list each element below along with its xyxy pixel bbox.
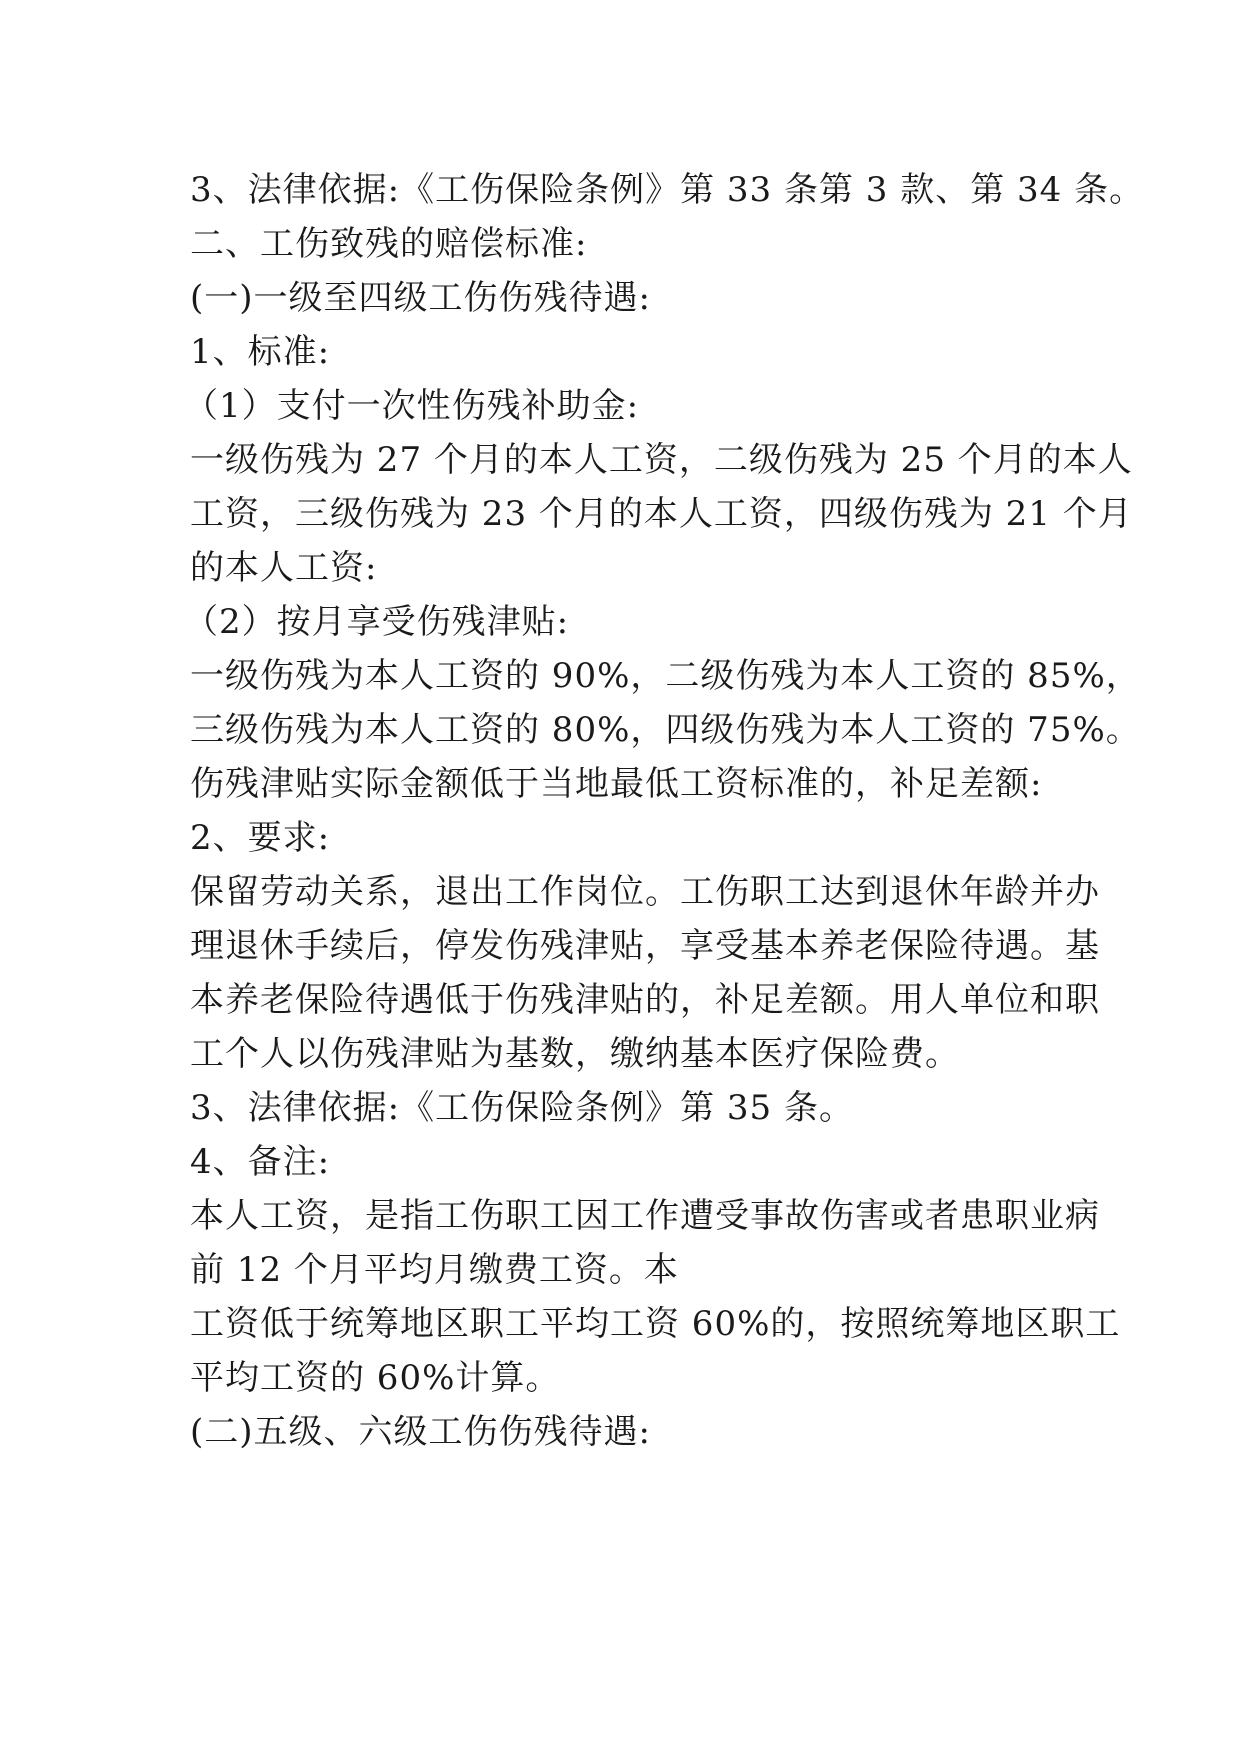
body-line: 伤残津贴实际金额低于当地最低工资标准的，补足差额: bbox=[190, 764, 1043, 804]
item-heading-requirements: 2、要求: bbox=[190, 818, 331, 858]
subsection-heading-level-5-6: (二)五级、六级工伤伤残待遇: bbox=[190, 1412, 651, 1452]
clause-heading-monthly-allowance: （2）按月享受伤残津贴: bbox=[184, 602, 570, 642]
body-line: 本人工资，是指工伤职工因工作遭受事故伤害或者患职业病 bbox=[190, 1196, 1100, 1236]
legal-basis-line-2: 3、法律依据:《工伤保险条例》第 35 条。 bbox=[190, 1088, 854, 1128]
body-line: 前 12 个月平均月缴费工资。本 bbox=[190, 1250, 679, 1290]
body-line: 保留劳动关系，退出工作岗位。工伤职工达到退休年龄并办 bbox=[190, 872, 1100, 912]
legal-basis-line-1: 3、法律依据:《工伤保险条例》第 33 条第 3 款、第 34 条。 bbox=[190, 170, 1145, 210]
item-heading-standard: 1、标准: bbox=[190, 332, 331, 372]
clause-heading-lump-sum: （1）支付一次性伤残补助金: bbox=[184, 386, 640, 426]
body-line: 工资，三级伤残为 23 个月的本人工资，四级伤残为 21 个月 bbox=[190, 494, 1133, 534]
body-line: 平均工资的 60%计算。 bbox=[190, 1358, 561, 1398]
body-line: 一级伤残为 27 个月的本人工资，二级伤残为 25 个月的本人 bbox=[190, 440, 1133, 480]
body-line: 三级伤残为本人工资的 80%，四级伤残为本人工资的 75%。 bbox=[190, 710, 1141, 750]
body-line: 一级伤残为本人工资的 90%，二级伤残为本人工资的 85%， bbox=[190, 656, 1141, 696]
body-line: 的本人工资: bbox=[190, 548, 378, 588]
subsection-heading-level-1-4: (一)一级至四级工伤伤残待遇: bbox=[190, 278, 651, 318]
section-heading-compensation: 二、工伤致残的赔偿标准: bbox=[190, 224, 588, 264]
item-heading-notes: 4、备注: bbox=[190, 1142, 331, 1182]
body-line: 理退休手续后，停发伤残津贴，享受基本养老保险待遇。基 bbox=[190, 926, 1100, 966]
body-line: 本养老保险待遇低于伤残津贴的，补足差额。用人单位和职 bbox=[190, 980, 1100, 1020]
body-line: 工资低于统筹地区职工平均工资 60%的，按照统筹地区职工 bbox=[190, 1304, 1121, 1344]
body-line: 工个人以伤残津贴为基数，缴纳基本医疗保险费。 bbox=[190, 1034, 960, 1074]
